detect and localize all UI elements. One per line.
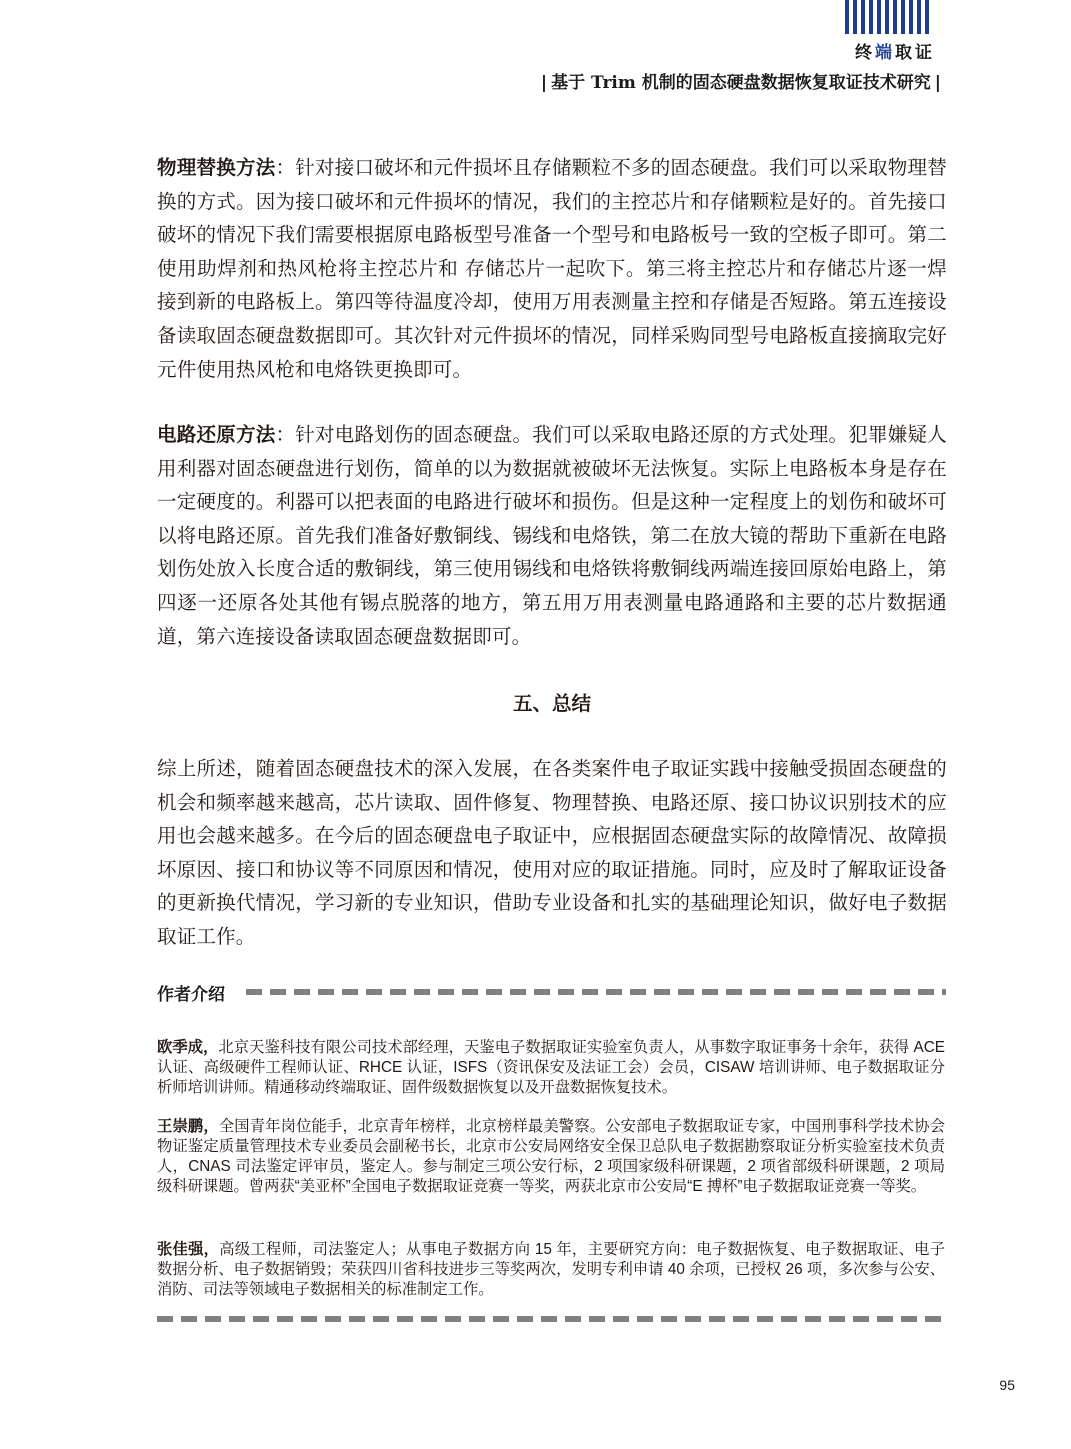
author-bio bbox=[157, 1117, 945, 1197]
section-label-accent: 端 bbox=[875, 43, 895, 63]
paragraph-lead: 物理替换方法 bbox=[157, 156, 276, 179]
paragraph-lead: 电路还原方法 bbox=[157, 423, 276, 446]
section-heading: 五、总结 bbox=[512, 692, 591, 715]
summary-paragraph: 综上所述，随着固态硬盘技术的深入发展，在各类案件电子取证实践中接触受损固态硬盘的机会和频率越来越高，芯片读取、固件修复、物理替换、电路还原、接口协议识别技术的应用也会越来越多。在今后的固态硬盘电子取证中，应根据固态硬盘实际的故障情况、故障损坏原因、接口和协议等不同原因和情况，使用对应的取证措施。同时，应及时了解取证设备的更新换代情况，学习新的专业知识，借助专业设备和扎实的基础理论知识，做好电子数据取证工作。 bbox=[157, 757, 947, 948]
author-bio bbox=[157, 1240, 945, 1300]
author-name: 王崇鹏， bbox=[157, 1118, 219, 1135]
paragraph-text: ：针对接口破坏和元件损坏且存储颗粒不多的固态硬盘。我们可以采取物理替换的方式。因为接口破坏和元件损坏的情况，我们的主控芯片和存储颗粒是好的。首先接口破坏的情况下我们需要根据原电路板型号准备一个型号和电路板号一致的空板子即可。第二使用助焊剂和热风枪将主控芯片和 存储芯片一起吹下。第三将主控芯片和存储芯片逐一焊接到新的电路板上。第四等待温度冷却，使用万用表测量主控和存储是否短路。第五连接设备读取固态硬盘数据即可。其次针对元件损坏的情况，同样采购同型号电路板直接摘取完好元件使用热风枪和电烙铁更换即可。 bbox=[157, 156, 947, 381]
author-intro-label: 作者介绍 bbox=[157, 985, 225, 1005]
section-label bbox=[855, 38, 935, 63]
section-label-part: 取证 bbox=[895, 43, 935, 63]
paragraph-circuit-restoration bbox=[157, 418, 947, 653]
paragraph-text: ：针对电路划伤的固态硬盘。我们可以采取电路还原的方式处理。犯罪嫌疑人用利器对固态硬盘进行划伤，简单的以为数据就被破坏无法恢复。实际上电路板本身是存在一定硬度的。利器可以把表面的电路进行破坏和损伤。但是这种一定程度上的划伤和破坏可以将电路还原。首先我们准备好敷铜线、锡线和电烙铁，第二在放大镜的帮助下重新在电路划伤处放入长度合适的敷铜线，第三使用锡线和电烙铁将敷铜线两端连接回原始电路上，第四逐一还原各处其他有锡点脱落的地方，第五用万用表测量电路通路和主要的芯片数据通道，第六连接设备读取固态硬盘数据即可。 bbox=[157, 423, 947, 648]
title-pipe: | bbox=[540, 73, 548, 93]
header-barcode-decoration bbox=[845, 0, 935, 34]
author-bio bbox=[157, 1038, 945, 1098]
author-bio-text: 高级工程师，司法鉴定人；从事电子数据方向 15 年，主要研究方向：电子数据恢复、电子数据取证、电子数据分析、电子数据销毁；荣获四川省科技进步三等奖两次，发明专利申请 40 余项，已授权 26 项，多次参与公安、消防、司法等领域电子数据相关的标准制定工作。 bbox=[157, 1241, 945, 1298]
decorative-dashed-band bbox=[246, 989, 946, 995]
section-label-part: 终 bbox=[855, 43, 875, 63]
running-title-text: 基于 Trim 机制的固态硬盘数据恢复取证技术研究 bbox=[551, 73, 931, 93]
author-name: 欧季成， bbox=[157, 1039, 219, 1056]
running-title bbox=[537, 68, 945, 93]
author-bio-text: 全国青年岗位能手，北京青年榜样，北京榜样最美警察。公安部电子数据取证专家，中国刑事科学技术协会物证鉴定质量管理技术专业委员会副秘书长，北京市公安局网络安全保卫总队电子数据勘察取证分析实验室技术负责人，CNAS 司法鉴定评审员，鉴定人。参与制定三项公安行标，2 项国家级科研课题，2 项省部级科研课题，2 项局级科研课题。曾两获“美亚杯”全国电子数据取证竞赛一等奖，两获北京市公安局“E 搏杯”电子数据取证竞赛一等奖。 bbox=[157, 1118, 945, 1195]
title-pipe: | bbox=[934, 73, 941, 93]
page-number: 95 bbox=[999, 1377, 1015, 1393]
author-bio-text: 北京天鉴科技有限公司技术部经理，天鉴电子数据取证实验室负责人，从事数字取证事务十余年，获得 ACE 认证、高级硬件工程师认证、RHCE 认证，ISFS（资讯保安及法证工会）会员，CISAW 培训讲师、电子数据取证分析师培训讲师。精通移动终端取证、固件级数据恢复以及开盘数据恢复技术。 bbox=[157, 1039, 945, 1096]
author-name: 张佳强， bbox=[157, 1241, 220, 1258]
decorative-dashed-band bbox=[157, 1316, 946, 1322]
paragraph-physical-replacement bbox=[157, 151, 947, 386]
